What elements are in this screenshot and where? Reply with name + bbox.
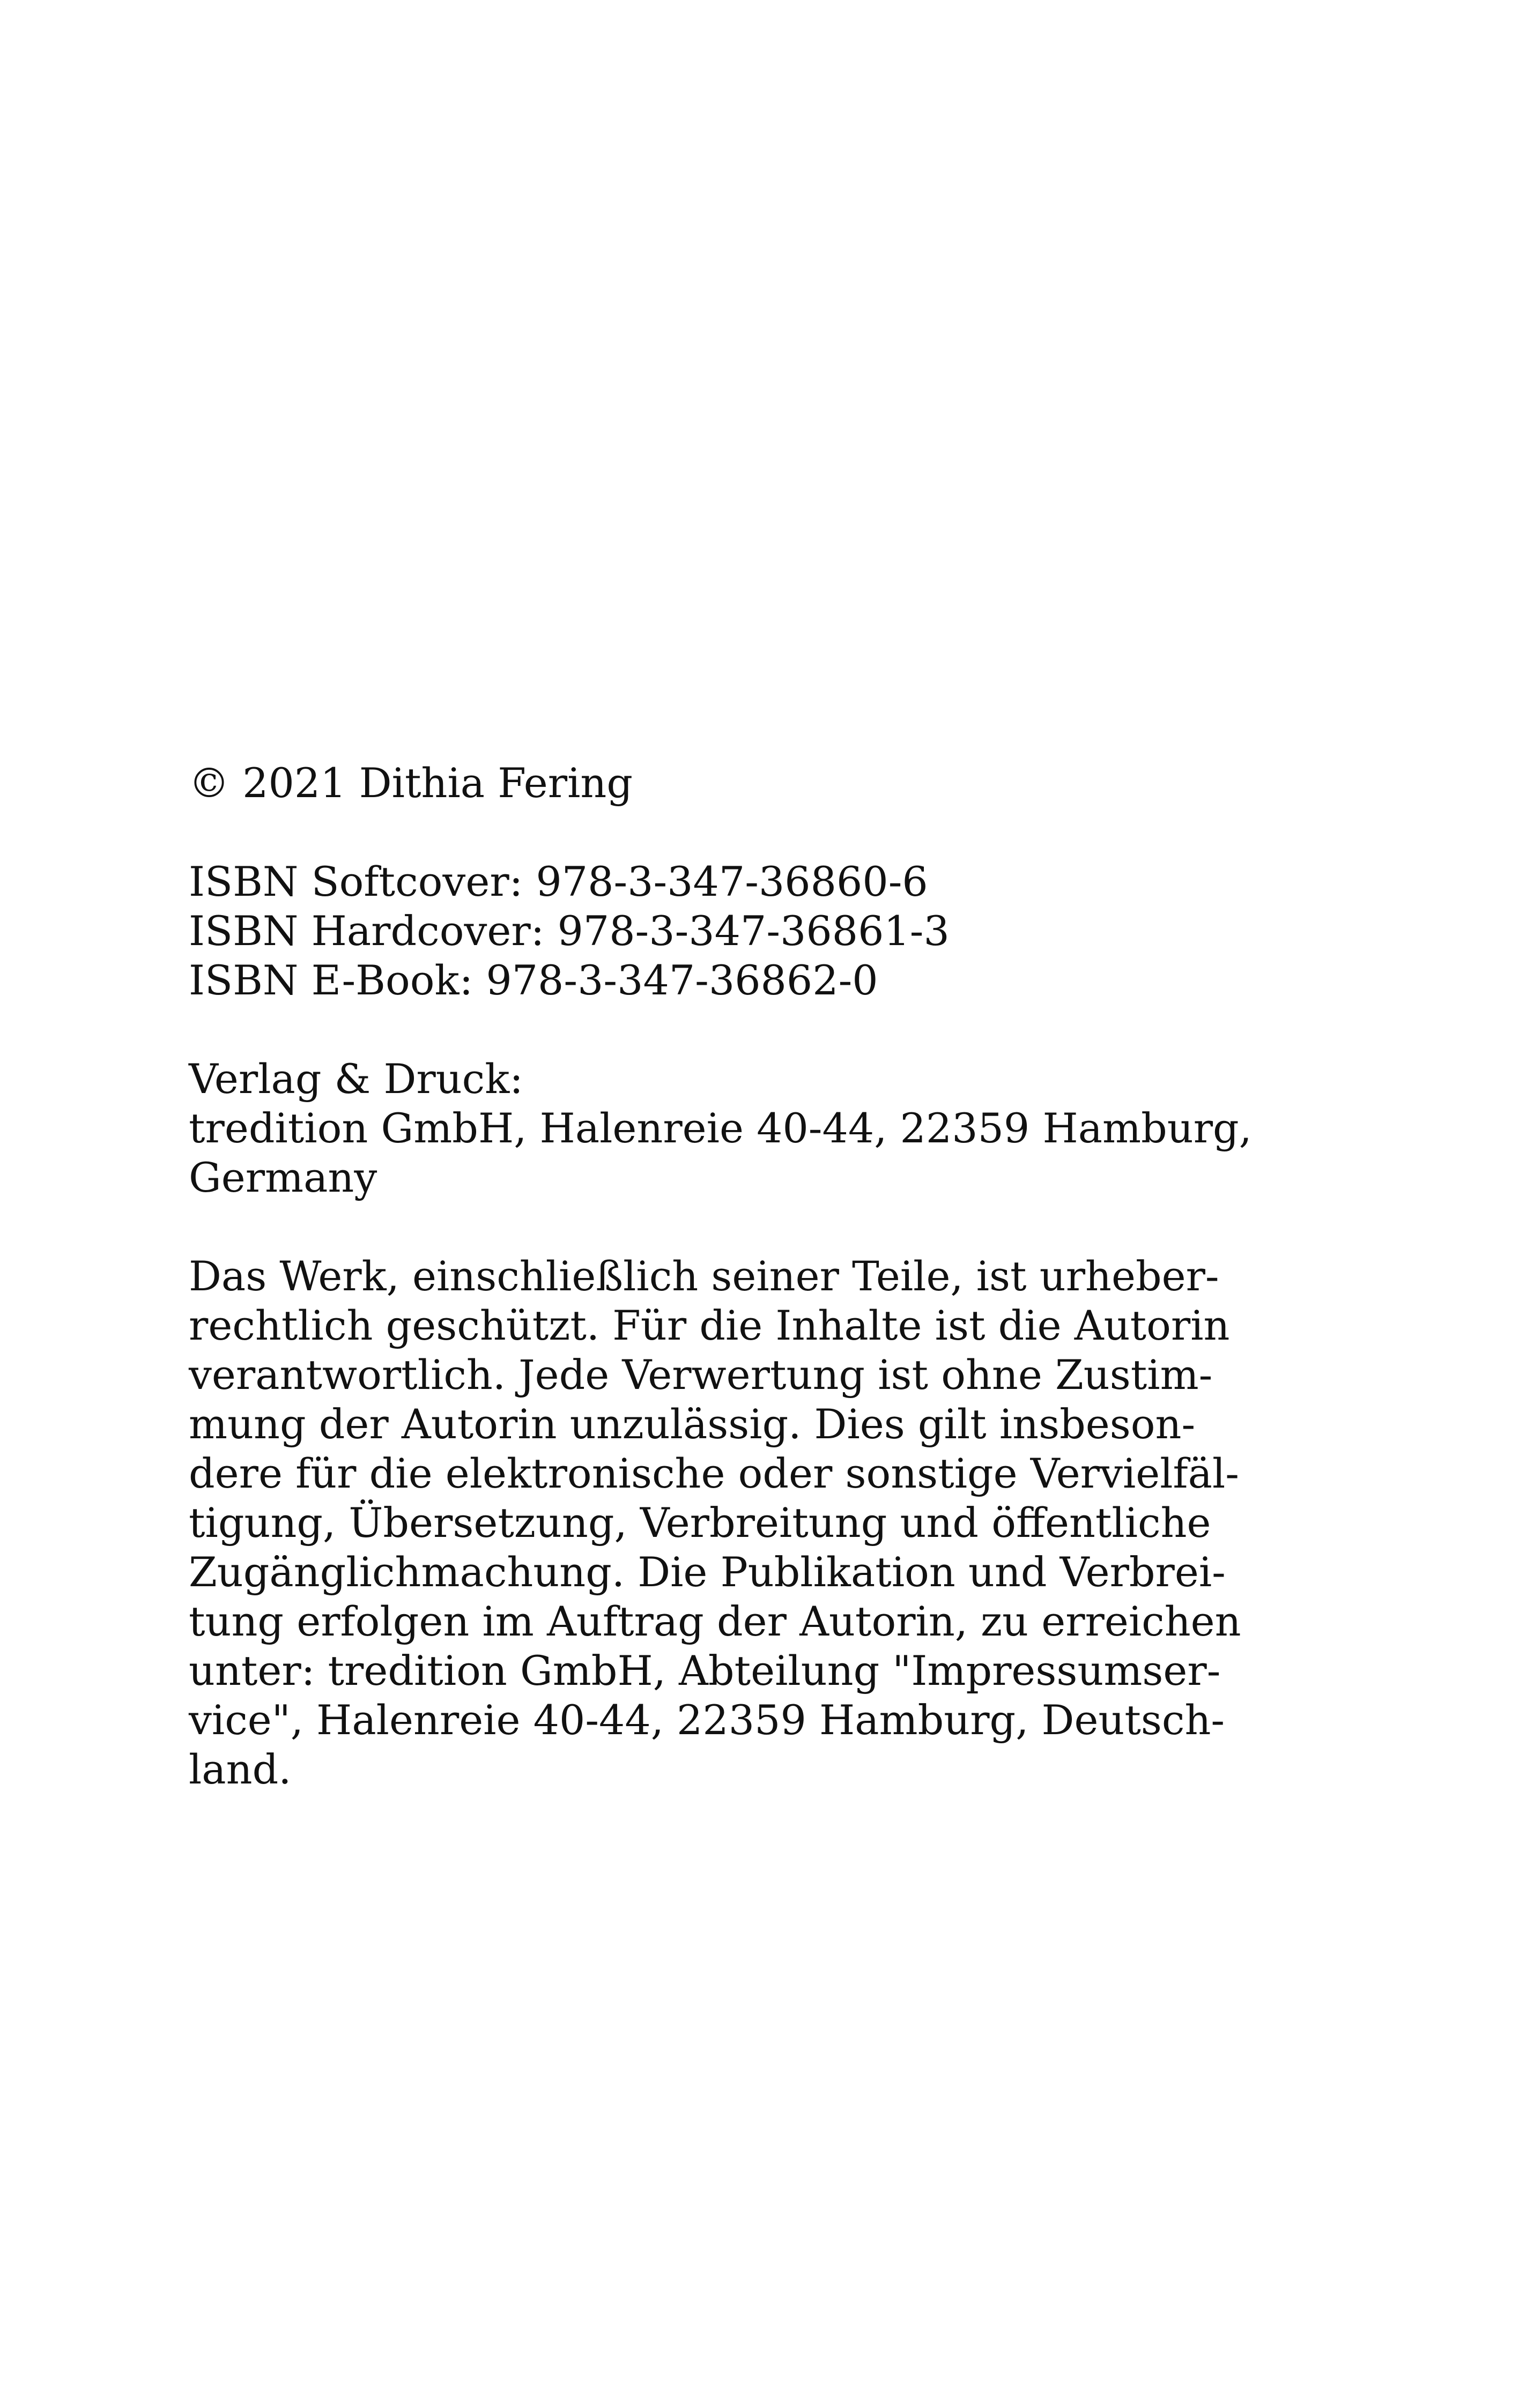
- legal-line: land.: [189, 1745, 292, 1793]
- publisher-heading: Verlag & Druck:: [189, 1055, 523, 1103]
- publisher-info: [189, 1054, 1315, 1202]
- publisher-address-line: tredition GmbH, Halenreie 40-44, 22359 Hamburg,: [189, 1104, 1252, 1152]
- spacer: [189, 1005, 1315, 1054]
- legal-line: tung erfolgen im Auftrag der Autorin, zu erreichen: [189, 1597, 1241, 1645]
- legal-line: dere für die elektronische oder sonstige Vervielfäl-: [189, 1450, 1239, 1497]
- legal-line: mung der Autorin unzulässig. Dies gilt insbeson-: [189, 1400, 1196, 1448]
- copyright-line: © 2021 Dithia Fering: [189, 759, 633, 807]
- legal-line: vice", Halenreie 40-44, 22359 Hamburg, Deutsch-: [189, 1696, 1225, 1744]
- legal-line: Das Werk, einschließlich seiner Teile, ist urheber-: [189, 1252, 1219, 1300]
- legal-line: tigung, Übersetzung, Verbreitung und öffentliche: [189, 1499, 1211, 1547]
- imprint-block: [189, 759, 1315, 1794]
- spacer: [189, 1202, 1315, 1252]
- legal-notice: [189, 1252, 1315, 1794]
- legal-line: Zugänglichmachung. Die Publikation und Verbrei-: [189, 1548, 1226, 1596]
- isbn-list: [189, 857, 1315, 1005]
- publisher-country: Germany: [189, 1154, 377, 1201]
- legal-line: unter: tredition GmbH, Abteilung "Impressumser-: [189, 1647, 1221, 1694]
- isbn-hardcover: ISBN Hardcover: 978-3-347-36861-3: [189, 907, 950, 955]
- isbn-ebook: ISBN E-Book: 978-3-347-36862-0: [189, 956, 878, 1004]
- isbn-softcover: ISBN Softcover: 978-3-347-36860-6: [189, 858, 928, 905]
- spacer: [189, 808, 1315, 857]
- legal-line: rechtlich geschützt. Für die Inhalte ist die Autorin: [189, 1302, 1230, 1349]
- legal-line: verantwortlich. Jede Verwertung ist ohne Zustim-: [189, 1351, 1213, 1399]
